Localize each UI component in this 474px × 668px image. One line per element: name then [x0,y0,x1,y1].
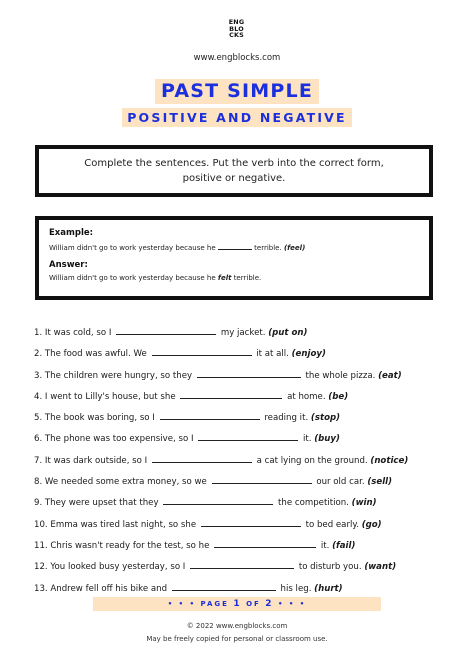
question-item: 13. Andrew fell off his bike and his leg. (hurt) [34,581,454,602]
answer-word: felt [217,274,232,282]
answer-blank[interactable] [160,410,260,420]
example-blank [218,242,252,250]
answer-sentence: William didn't go to work yesterday because he felt terrible. [49,274,262,282]
instructions-line-2: positive or negative. [182,173,286,184]
answer-blank[interactable] [201,517,301,527]
question-item: 6. The phone was too expensive, so I it. (buy) [34,431,454,452]
footer-note: May be freely copied for personal or classroom use. [146,635,328,643]
page-title: PAST SIMPLE [155,79,319,104]
answer-label: Answer: [49,260,88,270]
question-item: 5. The book was boring, so I reading it. (stop) [34,410,454,431]
page-indicator: • • • PAGE 1 OF 2 • • • [93,597,381,611]
question-item: 7. It was dark outside, so I a cat lying on the ground. (notice) [34,453,454,474]
question-item: 9. They were upset that they the competition. (win) [34,495,454,516]
site-url: www.engblocks.com [193,53,281,63]
answer-blank[interactable] [116,325,216,335]
engblocks-logo: ENG BLO CKS [228,18,245,40]
question-list [34,325,454,602]
question-item: 3. The children were hungry, so they the whole pizza. (eat) [34,368,454,389]
question-item: 4. I went to Lilly's house, but she at home. (be) [34,389,454,410]
instructions-box [35,145,433,197]
example-sentence: William didn't go to work yesterday because he terrible. (feel) [49,244,306,252]
answer-blank[interactable] [190,559,294,569]
question-item: 1. It was cold, so I my jacket. (put on) [34,325,454,346]
answer-blank[interactable] [152,346,252,356]
answer-blank[interactable] [152,453,252,463]
answer-blank[interactable] [198,431,298,441]
answer-blank[interactable] [212,474,312,484]
footer-copyright: © 2022 www.engblocks.com [186,622,288,630]
answer-blank[interactable] [214,538,316,548]
question-item: 10. Emma was tired last night, so she to bed early. (go) [34,517,454,538]
example-box [35,216,433,300]
question-item: 2. The food was awful. We it at all. (enjoy) [34,346,454,367]
answer-blank[interactable] [172,581,276,591]
instructions-line-1: Complete the sentences. Put the verb into the correct form, [84,158,384,169]
question-item: 8. We needed some extra money, so we our old car. (sell) [34,474,454,495]
answer-blank[interactable] [163,495,273,505]
page-subtitle: POSITIVE AND NEGATIVE [122,108,352,127]
question-item: 12. You looked busy yesterday, so I to disturb you. (want) [34,559,454,580]
answer-blank[interactable] [180,389,282,399]
answer-blank[interactable] [197,368,301,378]
example-label: Example: [49,228,94,238]
question-item: 11. Chris wasn't ready for the test, so he it. (fail) [34,538,454,559]
